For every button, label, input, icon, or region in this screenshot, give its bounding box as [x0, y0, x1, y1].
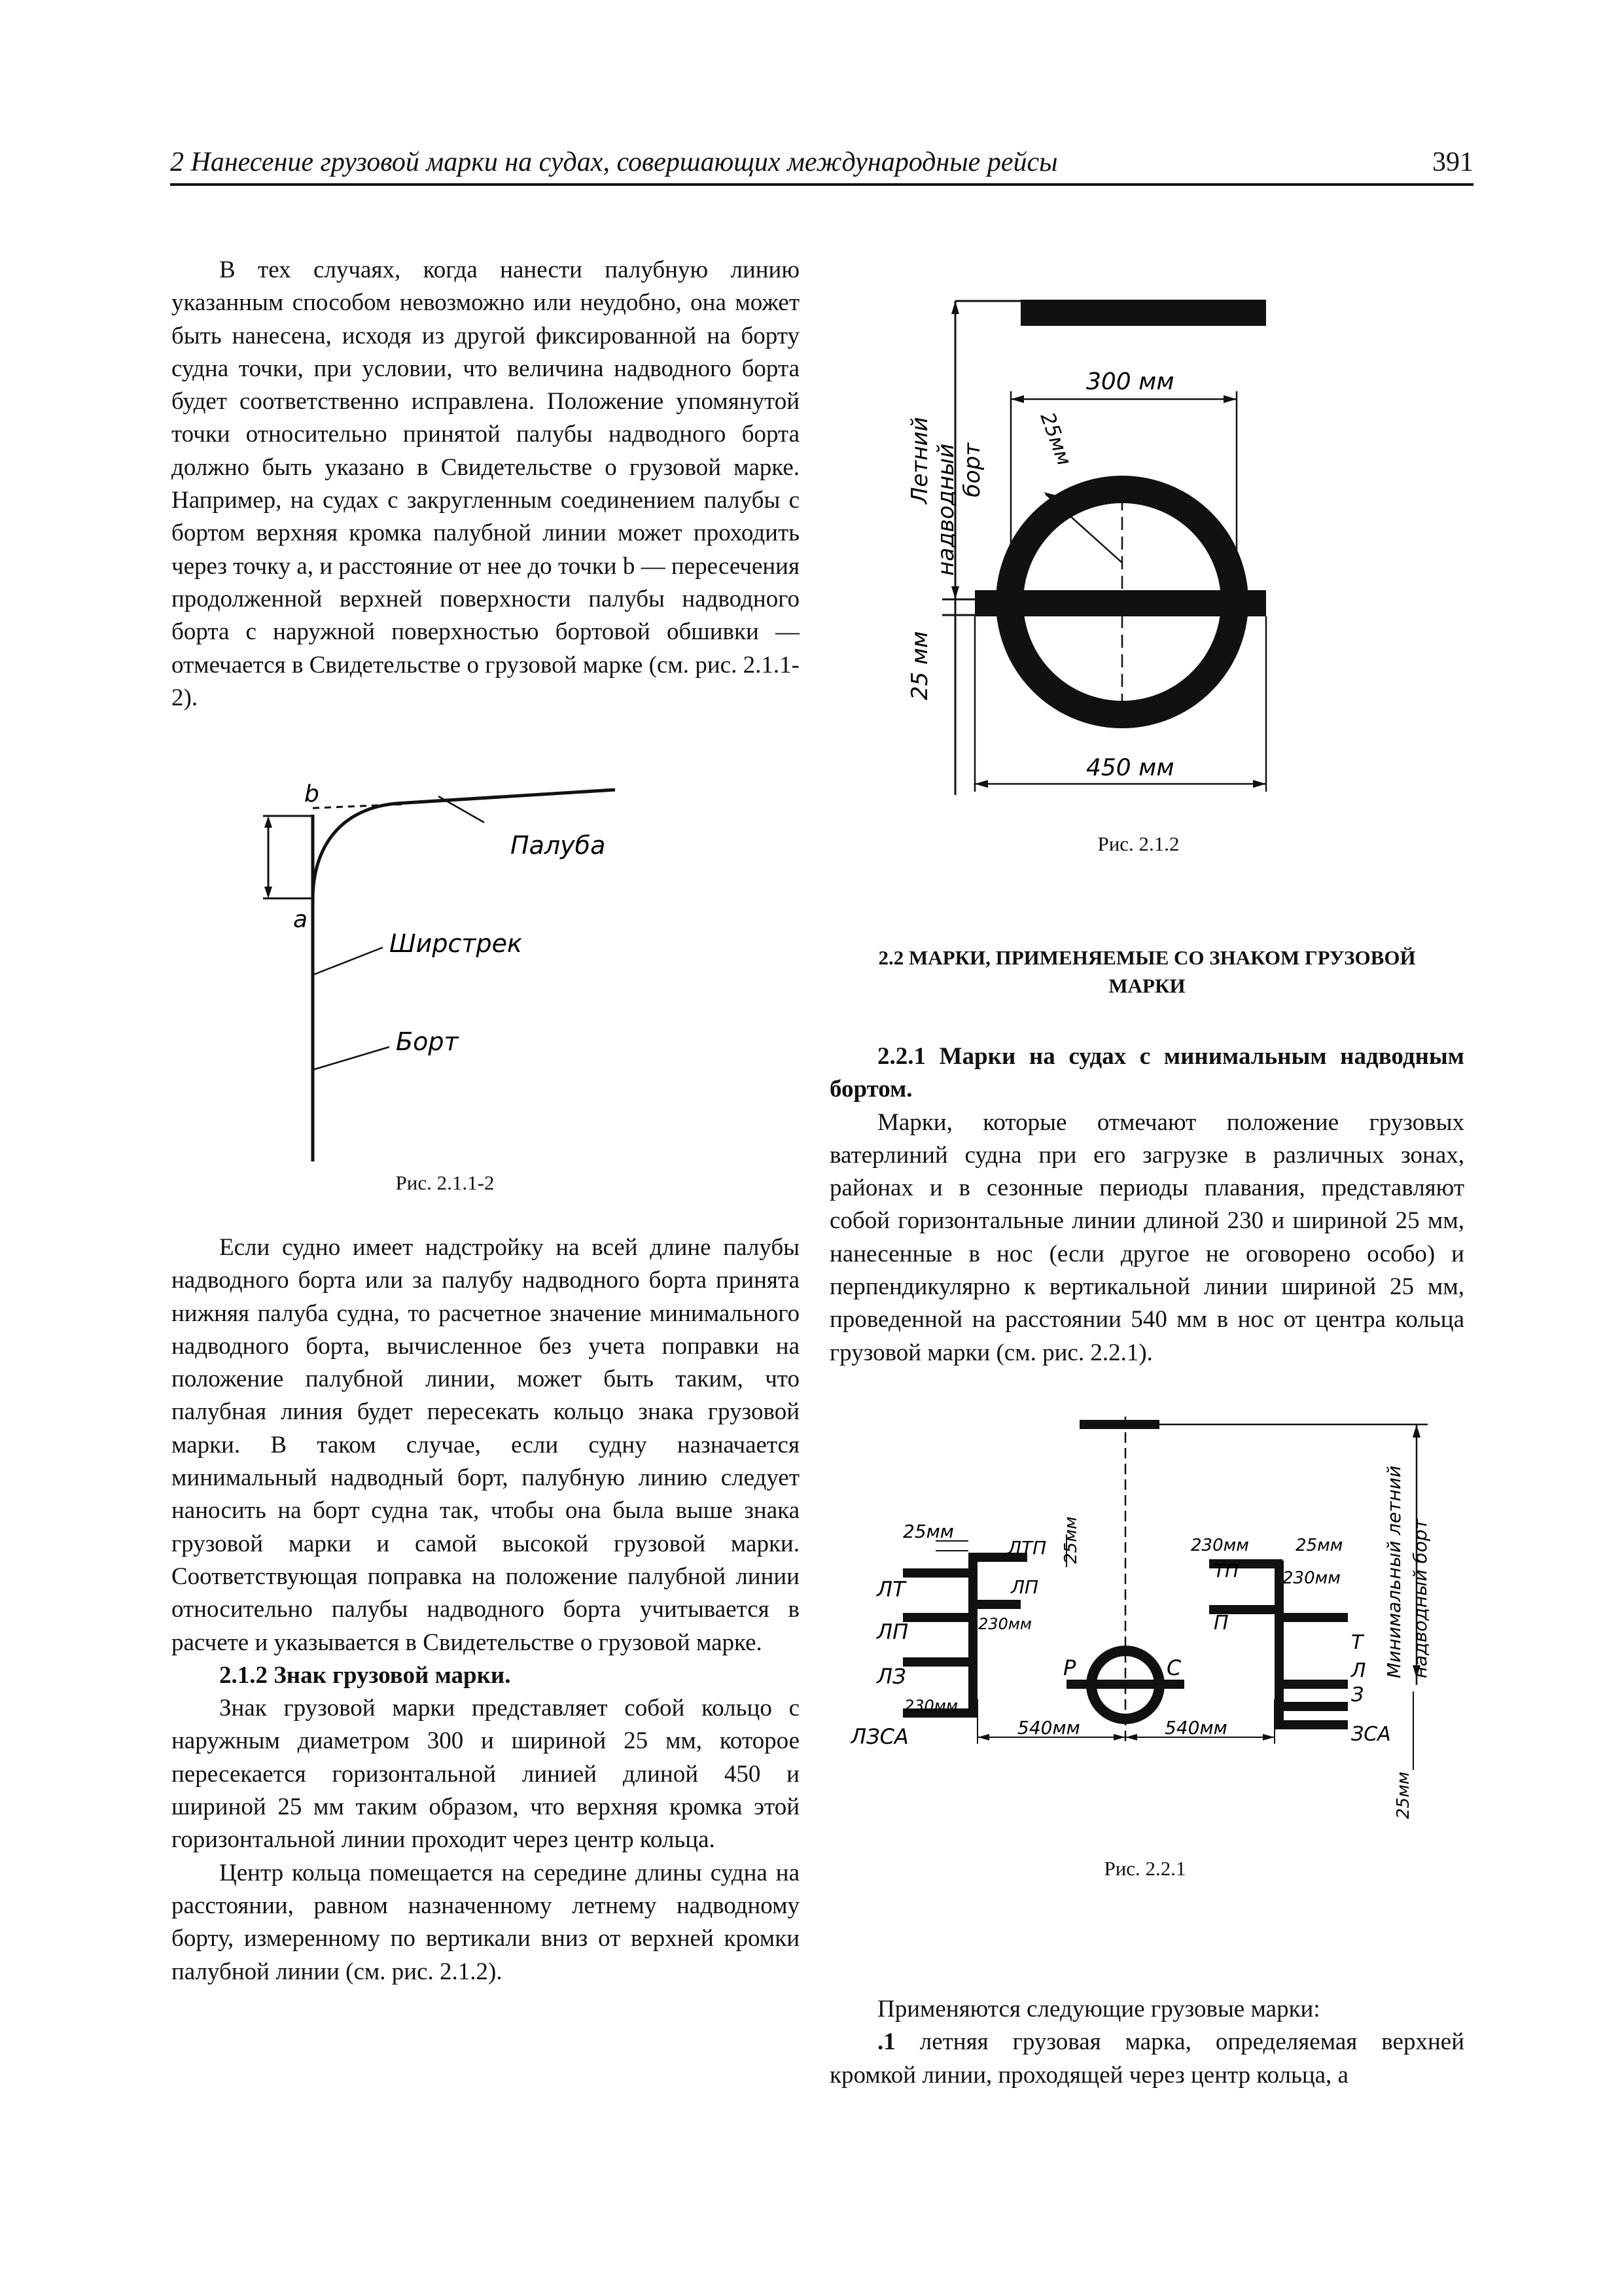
label-sheerstrake: Ширстрек	[389, 929, 522, 958]
label-LP2: ЛП	[1011, 1576, 1039, 1598]
deck-line-221	[1080, 1420, 1159, 1429]
label-b: b	[304, 782, 319, 807]
label-side: Борт	[396, 1027, 459, 1056]
section-2-2-title: 2.2 МАРКИ, ПРИМЕНЯЕМЫЕ СО ЗНАКОМ ГРУЗОВОЙ МАРКИ	[878, 946, 1416, 997]
mark-ZSA	[1275, 1720, 1348, 1729]
left-paragraphs-2: Если судно имеет надстройку на всей длине палубы надводного борта или за палубу надводного борта принята нижняя палуба судна, то расчетное значение минимального надводного борта, вычисленное без учета поправки на положение палубной линии, может быть таким, что палубная линия будет пересекать кольцо знака грузовой марки. В таком случае, если судну назначается минимальный надводный борт, палубную линию следует наносить на борт судна так, чтобы она была выше знака грузовой марки и самой высокой грузовой марки. Соответствующая поправка на положение палубной линии относительно палубы надводного борта учитывается в расчете и указывается в Свидетельстве о грузовой марке. 2.1.2 Знак грузовой марки. Знак грузовой марки представляет собой кольцо с наружным диаметром 300 и шириной 25 мм, которое пересекается горизонтальной линией длиной 450 и шириной 25 мм таким образом, что верхняя кромка этой горизонтальной линии проходит через центр кольца. Центр кольца помещается на середине длины судна на расстоянии, равном назначенному летнему надводному борту, измеренному по вертикали вниз от верхней кромки палубной линии (см. рис. 2.1.2).	[171, 1234, 800, 1985]
caption-2-1-2: Рис. 2.1.2	[1097, 832, 1180, 855]
deck-line	[1021, 300, 1266, 326]
mark-LZ	[903, 1657, 976, 1667]
label-ZSA: ЗСА	[1351, 1723, 1391, 1746]
dim-25-b: 25мм	[1061, 1516, 1081, 1564]
dim-25-left: 25 мм	[907, 631, 933, 700]
label-a: a	[293, 906, 308, 933]
label-LT: ЛТ	[877, 1577, 906, 1602]
page-number: 391	[1432, 147, 1473, 177]
dim-540-b: 540мм	[1165, 1717, 1227, 1739]
dim-230-c: 230мм	[978, 1615, 1032, 1633]
subsection-2-2-1-title: 2.2.1 Марки на судах с минимальным надводным бортом.	[830, 1043, 1464, 1103]
caption-2-1-1-2: Рис. 2.1.1-2	[395, 1171, 495, 1194]
subsection-2-1-2-title: 2.1.2 Знак грузовой марки.	[219, 1661, 511, 1689]
caption-2-2-1: Рис. 2.2.1	[1104, 1857, 1186, 1880]
dim-230-d: 230мм	[904, 1697, 959, 1715]
mark-L	[1275, 1680, 1348, 1689]
mark-LT	[903, 1568, 976, 1578]
dim-230-b: 230мм	[1282, 1568, 1341, 1588]
label-deck: Палуба	[510, 831, 606, 860]
label-side-fig212: борт	[959, 442, 985, 497]
label-L: Л	[1351, 1659, 1366, 1682]
figure-2-1-2	[883, 281, 1354, 824]
label-LZSA: ЛЗСА	[851, 1724, 909, 1749]
figure-2-1-1-2	[249, 782, 641, 1174]
right-paragraphs-2: Применяются следующие грузовые марки: .1 летняя грузовая марка, определяемая верхней кромкой линии, проходящей через центр кольца, а	[830, 1996, 1465, 2089]
mark-T	[1275, 1613, 1348, 1622]
dim-540-a: 540мм	[1017, 1717, 1080, 1739]
dim-450: 450 мм	[1086, 754, 1174, 781]
left-paragraph-1: В тех случаях, когда нанести палубную линию указанным способом невозможно или неудобно, она может быть нанесена, исходя из другой фиксированной на борту судна точки, при условии, что величина надводного борта будет соответственно исправлена. Положение упомянутой точки относительно принятой палубы надводного борта должно быть указано в Свидетельстве о грузовой марке. Например, на судах с закругленным соединением палубы с бортом верхняя кромка палубной линии может проходить через точку a, и расстояние от нее до точки b — пересечения продолженной верхней поверхности палубы надводного борта с наружной поверхностью бортовой обшивки — отмечается в Свидетельстве о грузовой марке (см. рис. 2.1.1-2).	[171, 256, 800, 711]
label-Z: З	[1351, 1684, 1364, 1706]
label-LTP: ЛТП	[1008, 1537, 1047, 1559]
figure-2-2-1	[851, 1404, 1439, 1829]
label-TP: ТП	[1214, 1560, 1239, 1581]
dim-300: 300 мм	[1086, 368, 1174, 395]
right-paragraphs-1: 2.2.1 Марки на судах с минимальным надводным бортом. Марки, которые отмечают положение грузовых ватерлиний судна при его загрузке в различных зонах, районах и в сезонные периоды плавания, представляют собой горизонтальные линии длиной 230 и шириной 25 мм, нанесенные в нос (если другое не оговорено особо) и перпендикулярно к вертикальной линии шириной 25 мм, проведенной на расстоянии 540 мм в нос от центра кольца грузовой марки (см. рис. 2.2.1).	[830, 1043, 1464, 1366]
dim-25-d: 25мм	[1394, 1771, 1413, 1819]
label-LP: ЛП	[877, 1619, 909, 1644]
left-vertical-bar	[968, 1561, 978, 1718]
dim-25-c: 25мм	[1296, 1536, 1343, 1555]
label-T: Т	[1351, 1631, 1364, 1654]
horizontal-bar	[975, 590, 1266, 616]
page-header	[170, 145, 1473, 186]
mark-Z	[1275, 1702, 1348, 1711]
dim-25-a: 25мм	[903, 1521, 954, 1542]
label-P: П	[1214, 1612, 1229, 1634]
label-min-summer: Минимальный летний	[1383, 1465, 1405, 1678]
label-R: Р	[1063, 1655, 1076, 1680]
label-LZ: ЛЗ	[877, 1664, 906, 1689]
header-title: 2 Нанесение грузовой марки на судах, совершающих международные рейсы	[170, 147, 1058, 177]
mark-LP2	[968, 1600, 1021, 1609]
mark-LP	[903, 1613, 976, 1622]
label-S: С	[1167, 1655, 1182, 1680]
ring-bar-221	[1067, 1680, 1184, 1689]
label-summer: Летний	[907, 417, 933, 504]
label-freeboard: надводный	[933, 443, 959, 576]
dim-230-a: 230мм	[1191, 1536, 1249, 1555]
dim-25-diagonal: 25мм	[1035, 409, 1076, 469]
label-freeboard-221: надводный борт	[1409, 1519, 1431, 1678]
